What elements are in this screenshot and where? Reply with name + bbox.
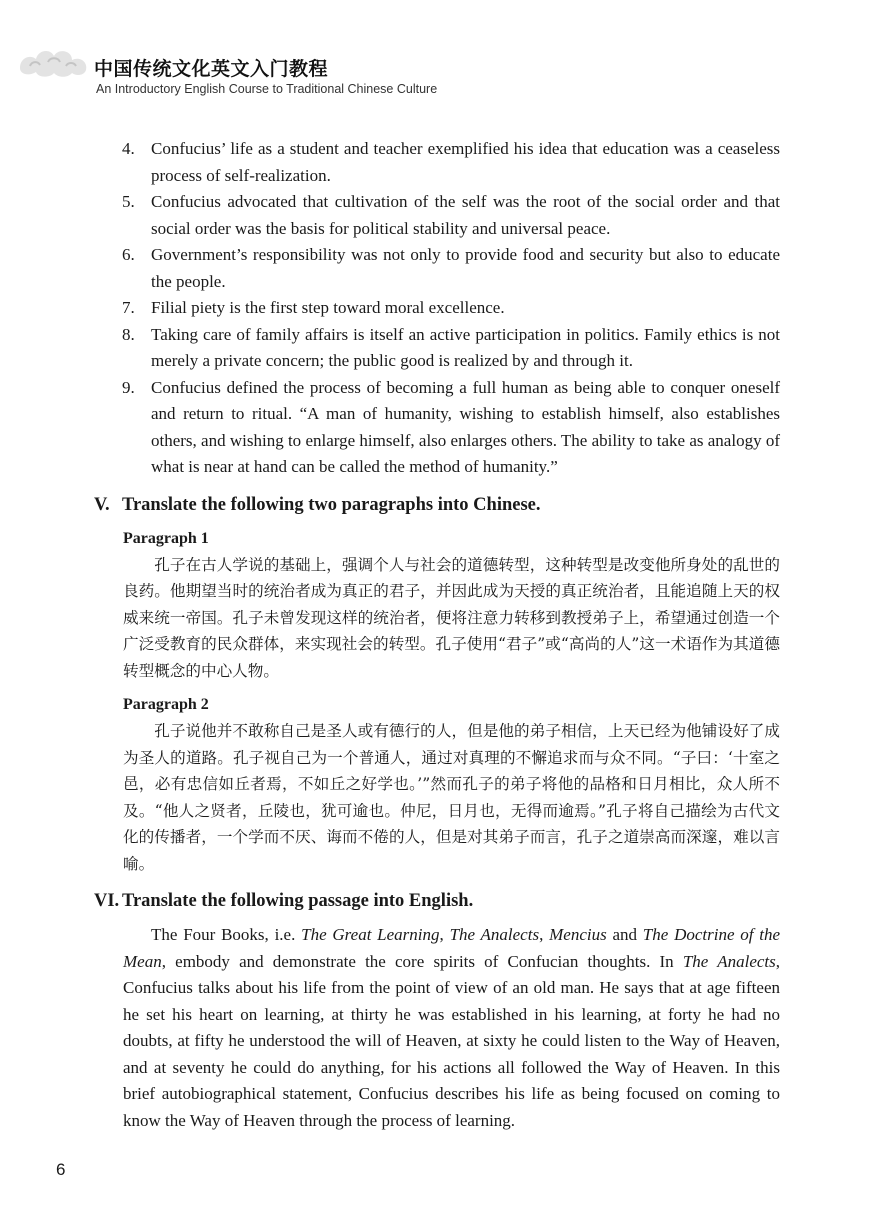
section-number: VI. — [94, 891, 120, 911]
passage-text: The Four Books, i.e. — [151, 925, 302, 944]
book-title-italic: The Analects — [682, 951, 776, 971]
page-content — [0, 136, 874, 1134]
cloud-ornament-icon — [16, 42, 92, 82]
item-number: 7. — [122, 298, 135, 317]
section-number: V. — [94, 494, 110, 515]
item-text: Confucius’ life as a student and teacher exemplified his idea that education was a ceaseless process of self-realization. — [151, 139, 780, 185]
passage-text: , embody and demonstrate the core spirits of Confucian thoughts. In — [161, 951, 683, 971]
list-item — [0, 189, 874, 242]
item-number: 4. — [122, 139, 135, 158]
page-number: 6 — [56, 1160, 66, 1179]
section-heading-v — [0, 492, 874, 518]
book-title-italic: The Great Learning — [301, 925, 440, 944]
passage-text: , — [539, 925, 550, 944]
book-title-italic: The Analects — [449, 925, 540, 944]
list-item — [0, 375, 874, 481]
paragraph-label: Paragraph 2 — [123, 696, 209, 713]
page-header — [0, 38, 874, 108]
item-text: Taking care of family affairs is itself an active participation in politics. Family ethics is not merely a private concern; the public good is realized by and through it. — [151, 324, 780, 370]
chinese-paragraph-2: 孔子说他并不敢称自己是圣人或有德行的人，但是他的弟子相信，上天已经为他铺设好了成为圣人的道路。孔子视自己为一个普通人，通过对真理的不懈追求而与众不同。“子曰：‘十室之邑，必有忠信如丘者焉，不如丘之好学也。’”然而孔子的弟子将他的品格和日月相比，众人所不及。“他人之贤者，丘陵也，犹可逾也。仲尼，日月也，无得而逾焉。”孔子将自己描绘为古代文化的传播者，一个学而不厌、诲而不倦的人，但是对其弟子而言，孔子之道崇高而深邃，难以言喻。 — [123, 722, 780, 873]
book-subtitle: An Introductory English Course to Traditional Chinese Culture — [96, 82, 438, 96]
list-item — [0, 322, 874, 375]
list-item — [0, 136, 874, 189]
item-number: 6. — [122, 245, 135, 264]
english-passage — [0, 922, 874, 1134]
passage-text: and — [606, 925, 643, 944]
section-heading-vi — [0, 888, 874, 914]
item-number: 5. — [122, 192, 135, 211]
book-title: 中国传统文化英文入门教程 — [94, 58, 329, 80]
section-title: Translate the following two paragraphs into Chinese. — [122, 494, 541, 515]
section-title: Translate the following passage into English. — [122, 891, 474, 911]
passage-text: , Confucius talks about his life from the point of view of an old man. He says that at age fifteen he set his heart on learning, at thirty he was established in his learning, at forty he had no doubts, at fifty he understood the will of Heaven, at sixty he could listen to the Way of Heaven, and at seventy he could do anything, for his actions all followed the Way of Heaven. In this brief autobiographical statement, Confucius describes his life as being focused on coming to know the Way of Heaven through the process of learning. — [123, 951, 780, 1130]
list-item — [0, 242, 874, 295]
item-text: Filial piety is the first step toward moral excellence. — [151, 298, 505, 317]
item-text: Government’s responsibility was not only to provide food and security but also to educate the people. — [151, 245, 780, 291]
item-number: 8. — [122, 324, 135, 344]
passage-text: , — [439, 925, 450, 944]
book-title-italic: The Doctrine of the Mean — [123, 925, 781, 971]
item-number: 9. — [122, 377, 135, 397]
book-title-italic: Mencius — [549, 925, 607, 944]
paragraph-label: Paragraph 1 — [123, 529, 209, 547]
list-item — [0, 295, 874, 322]
item-text: Confucius advocated that cultivation of the self was the root of the social order and that social order was the basis for political stability and universal peace. — [151, 192, 780, 238]
item-text: Confucius defined the process of becoming a full human as being able to conquer oneself and return to ritual. “A man of humanity, wishing to establish himself, also establishes others, and wishing to enlarge himself, also enlarges others. The ability to take as analogy of what is near at hand can be called the method of humanity.” — [151, 377, 780, 476]
chinese-paragraph-1: 孔子在古人学说的基础上，强调个人与社会的道德转型，这种转型是改变他所身处的乱世的良药。他期望当时的统治者成为真正的君子，并因此成为天授的真正统治者，且能追随上天的权威来统一帝国。孔子未曾发现这样的统治者，便将注意力转移到教授弟子上，希望通过创造一个广泛受教育的民众群体，来实现社会的转型。孔子使用“君子”或“高尚的人”这一术语作为其道德转型概念的中心人物。 — [123, 555, 780, 680]
